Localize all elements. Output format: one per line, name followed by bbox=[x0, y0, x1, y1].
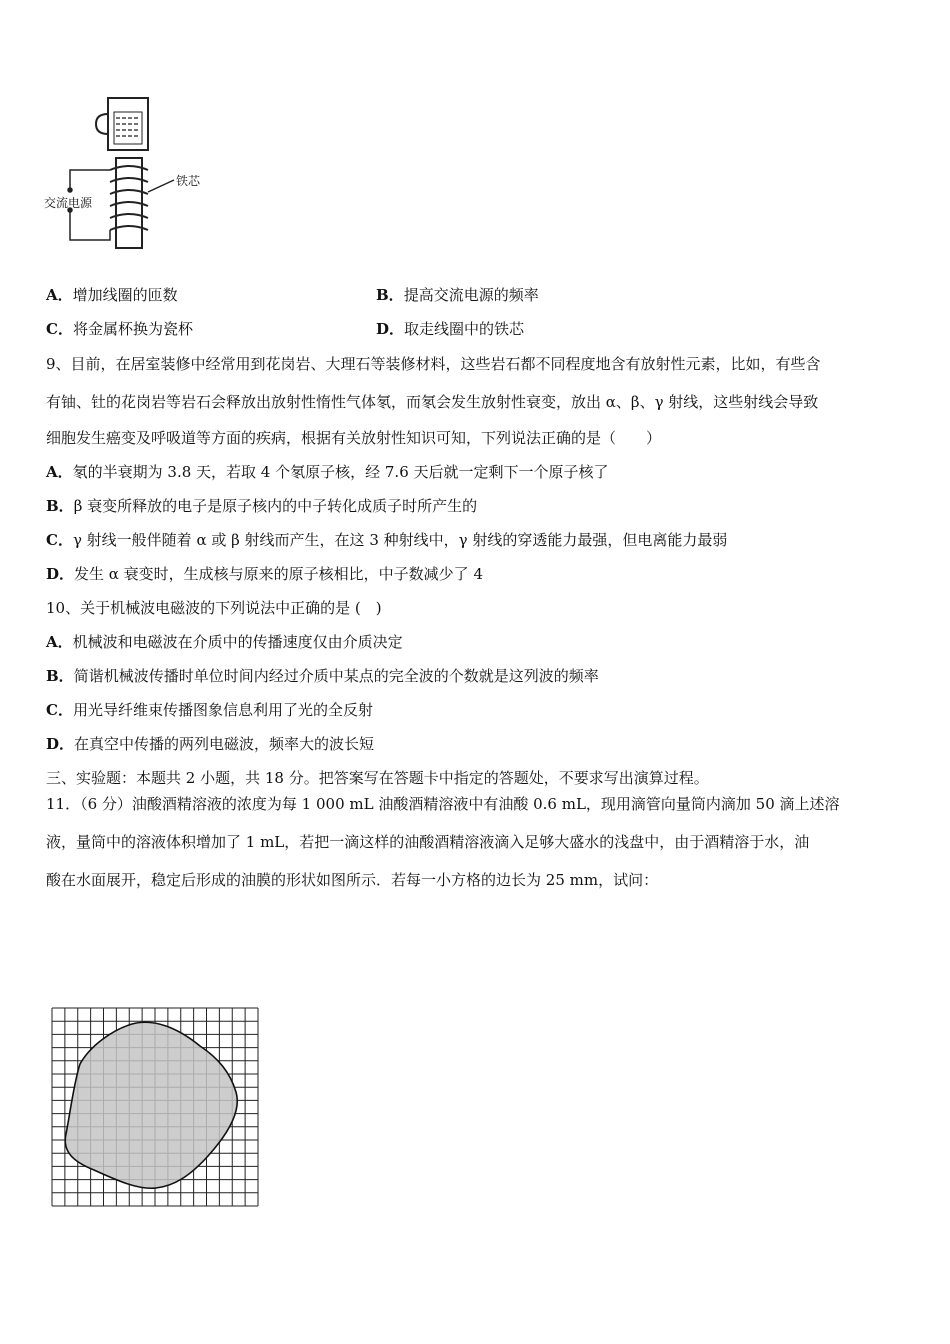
q10-option-c: C．用光导纤维束传播图象信息利用了光的全反射 bbox=[46, 701, 373, 719]
q11-stem-line-2: 液，量筒中的溶液体积增加了 1 mL，若把一滴这样的油酸酒精溶液滴入足够大盛水的浅盘中，由于酒精溶于水，油 bbox=[46, 833, 810, 851]
q10-option-d: D．在真空中传播的两列电磁波，频率大的波长短 bbox=[46, 735, 375, 753]
q10-option-b: B．简谐机械波传播时单位时间内经过介质中某点的完全波的个数就是这列波的频率 bbox=[46, 667, 599, 685]
q10-stem: 10、关于机械波电磁波的下列说法中正确的是 ( ) bbox=[46, 599, 382, 617]
q9-option-a: A．氡的半衰期为 3.8 天，若取 4 个氡原子核，经 7.6 天后就一定剩下一个原子核了 bbox=[46, 463, 609, 481]
q8-option-c: C．将金属杯换为瓷杯 bbox=[46, 320, 193, 338]
core-label: 铁芯 bbox=[176, 174, 201, 188]
q9-stem-line-2: 有铀、钍的花岗岩等岩石会释放出放射性惰性气体氡，而氡会发生放射性衰变，放出 α、β、γ 射线，这些射线会导致 bbox=[46, 393, 819, 411]
q9-option-b: B．β 衰变所释放的电子是原子核内的中子转化成质子时所产生的 bbox=[46, 497, 478, 515]
q8-option-d: D．取走线圈中的铁芯 bbox=[376, 320, 525, 338]
q8-option-a: A．增加线圈的匝数 bbox=[46, 286, 178, 304]
q9-option-d: D．发生 α 衰变时，生成核与原来的原子核相比，中子数减少了 4 bbox=[46, 565, 483, 583]
q9-option-c: C．γ 射线一般伴随着 α 或 β 射线而产生，在这 3 种射线中，γ 射线的穿透能力最强，但电离能力最弱 bbox=[46, 531, 728, 549]
q9-stem-line-3: 细胞发生癌变及呼吸道等方面的疾病，根据有关放射性知识可知，下列说法正确的是（ ） bbox=[46, 429, 662, 447]
power-label: 交流电源 bbox=[44, 196, 93, 210]
section3-heading: 三、实验题：本题共 2 小题，共 18 分。把答案写在答题卡中指定的答题处，不要求写出演算过程。 bbox=[46, 769, 709, 787]
oil-film-grid-figure bbox=[50, 1006, 262, 1208]
q9-stem-line-1: 9、目前，在居室装修中经常用到花岗岩、大理石等装修材料，这些岩石都不同程度地含有放射性元素，比如，有些含 bbox=[46, 355, 821, 373]
q8-option-b: B．提高交流电源的频率 bbox=[376, 286, 539, 304]
q11-stem-line-1: 11．（6 分）油酸酒精溶液的浓度为每 1 000 mL 油酸酒精溶液中有油酸 0.6 mL，现用滴管向量筒内滴加 50 滴上述溶 bbox=[46, 795, 840, 813]
liquid-lines bbox=[116, 118, 140, 136]
q11-stem-line-3: 酸在水面展开，稳定后形成的油膜的形状如图所示．若每一小方格的边长为 25 mm，试问： bbox=[46, 871, 659, 889]
q10-option-a: A．机械波和电磁波在介质中的传播速度仅由介质决定 bbox=[46, 633, 403, 651]
